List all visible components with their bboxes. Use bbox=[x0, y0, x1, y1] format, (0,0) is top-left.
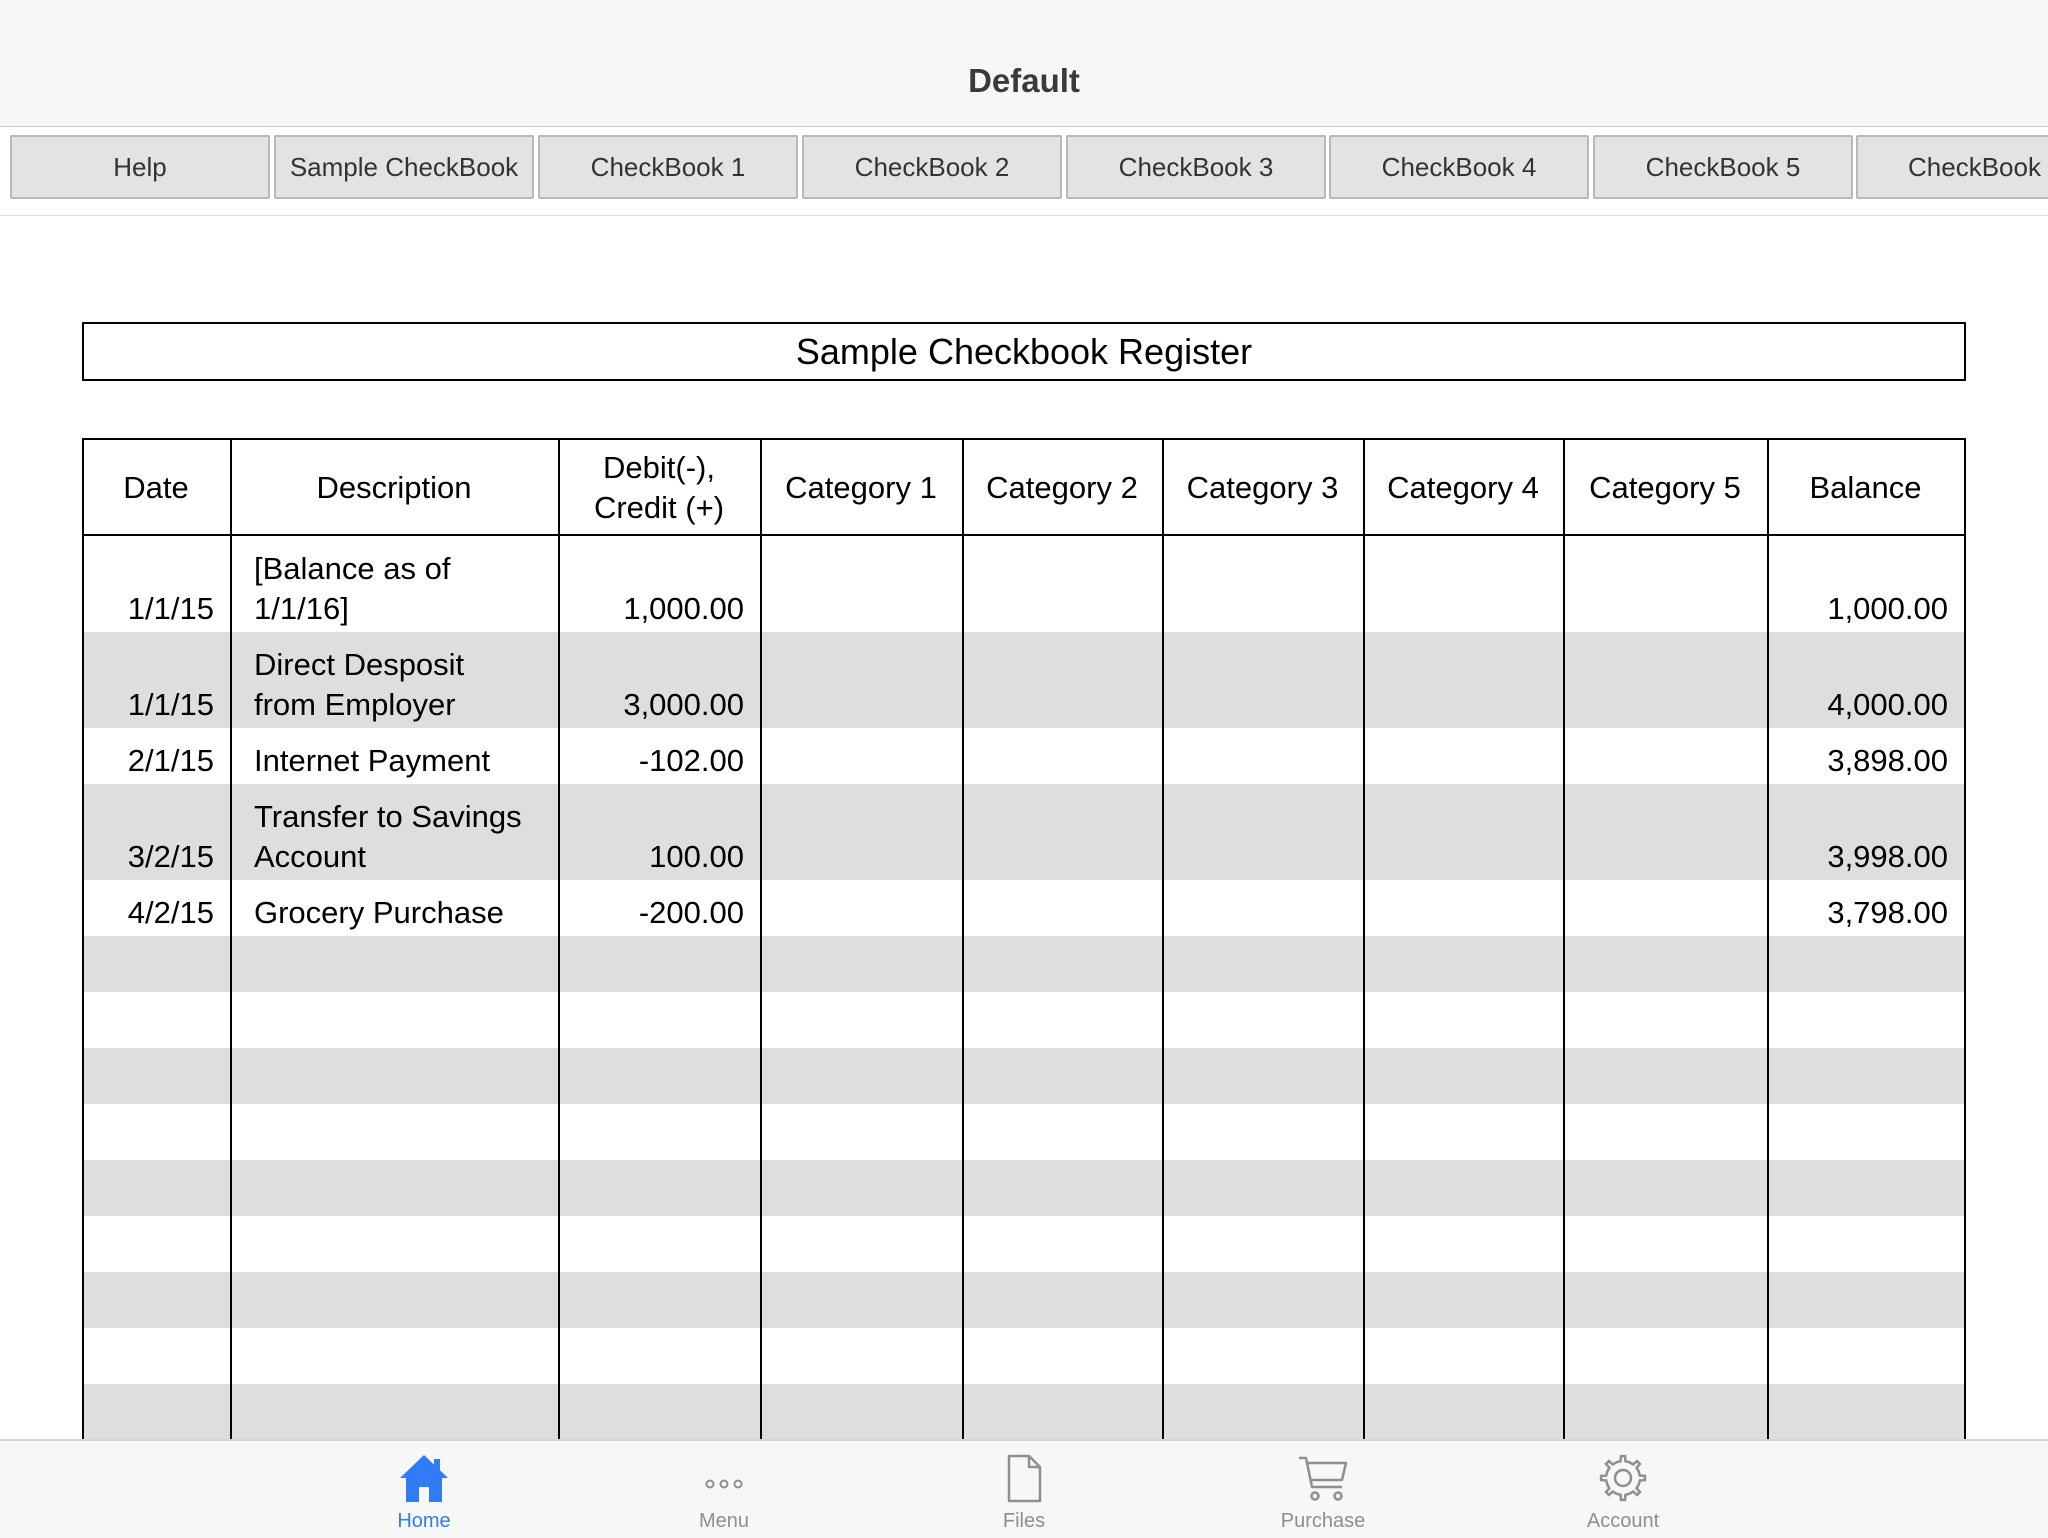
bottom-tab-label: Account bbox=[1586, 1510, 1660, 1532]
cell-date[interactable]: 2/1/15 bbox=[127, 743, 214, 778]
tab-checkbook-5[interactable]: CheckBook 5 bbox=[1593, 135, 1853, 199]
bottom-tab-label: Purchase bbox=[1280, 1510, 1366, 1532]
bottom-tab-files[interactable] bbox=[924, 1441, 1124, 1538]
bottom-tab-purchase[interactable] bbox=[1223, 1441, 1423, 1538]
register-title[interactable]: Sample Checkbook Register bbox=[82, 322, 1966, 381]
cell-amount[interactable]: -102.00 bbox=[638, 743, 744, 778]
row-band bbox=[82, 1384, 1966, 1440]
cell-balance[interactable]: 3,798.00 bbox=[1827, 895, 1948, 930]
cell-description[interactable]: Grocery Purchase bbox=[254, 895, 504, 930]
more-icon bbox=[697, 1451, 751, 1505]
bottom-tab-account[interactable] bbox=[1523, 1441, 1723, 1538]
bottom-tab-menu[interactable] bbox=[624, 1441, 824, 1538]
bottom-tab-label: Home bbox=[397, 1510, 451, 1532]
tab-checkbook-1[interactable]: CheckBook 1 bbox=[538, 135, 798, 199]
cell-date[interactable]: 1/1/15 bbox=[127, 591, 214, 626]
cell-balance[interactable]: 3,898.00 bbox=[1827, 743, 1948, 778]
navigation-bar bbox=[0, 0, 2048, 127]
file-icon bbox=[997, 1451, 1051, 1505]
column-divider bbox=[760, 440, 762, 1440]
row-band bbox=[82, 1272, 1966, 1328]
tab-checkbook-4[interactable]: CheckBook 4 bbox=[1329, 135, 1589, 199]
sheet-tab-strip[interactable] bbox=[0, 127, 2048, 216]
bottom-tab-bar bbox=[0, 1439, 2048, 1538]
cell-description[interactable]: Transfer to Savings Account bbox=[254, 799, 522, 874]
cell-amount[interactable]: 3,000.00 bbox=[623, 687, 744, 722]
row-band bbox=[82, 936, 1966, 992]
document-title: Default bbox=[968, 62, 1080, 99]
column-divider bbox=[1964, 440, 1966, 1440]
header-date[interactable]: Date bbox=[123, 470, 189, 505]
cell-description[interactable]: [Balance as of 1/1/16] bbox=[254, 551, 451, 626]
bottom-tab-label: Files bbox=[1002, 1510, 1046, 1532]
cell-date[interactable]: 3/2/15 bbox=[127, 839, 214, 874]
cell-amount[interactable]: 1,000.00 bbox=[623, 591, 744, 626]
header-category-4[interactable]: Category 4 bbox=[1387, 470, 1539, 505]
header-balance[interactable]: Balance bbox=[1809, 470, 1922, 505]
column-divider bbox=[1162, 440, 1164, 1440]
cell-description[interactable]: Direct Desposit from Employer bbox=[254, 647, 465, 722]
tab-checkbook-3[interactable]: CheckBook 3 bbox=[1066, 135, 1326, 199]
header-description[interactable]: Description bbox=[316, 470, 472, 505]
row-band bbox=[82, 1160, 1966, 1216]
cell-date[interactable]: 1/1/15 bbox=[127, 687, 214, 722]
cell-amount[interactable]: 100.00 bbox=[649, 839, 744, 874]
cart-icon bbox=[1296, 1451, 1350, 1505]
tab-sample-checkbook[interactable]: Sample CheckBook bbox=[274, 135, 534, 199]
cell-amount[interactable]: -200.00 bbox=[638, 895, 744, 930]
bottom-tab-label: Menu bbox=[698, 1510, 750, 1532]
tab-checkbook-6[interactable]: CheckBook bbox=[1856, 135, 2048, 199]
tab-checkbook-2[interactable]: CheckBook 2 bbox=[802, 135, 1062, 199]
cell-date[interactable]: 4/2/15 bbox=[127, 895, 214, 930]
header-category-5[interactable]: Category 5 bbox=[1589, 470, 1741, 505]
bottom-tab-home[interactable] bbox=[324, 1441, 524, 1538]
column-divider bbox=[1563, 440, 1565, 1440]
column-divider bbox=[962, 440, 964, 1440]
header-debit-credit[interactable]: Debit(-), Credit (+) bbox=[593, 450, 725, 525]
header-category-1[interactable]: Category 1 bbox=[785, 470, 937, 505]
home-icon bbox=[397, 1451, 451, 1505]
gear-icon bbox=[1596, 1451, 1650, 1505]
cell-description[interactable]: Internet Payment bbox=[254, 743, 491, 778]
header-category-3[interactable]: Category 3 bbox=[1186, 470, 1339, 505]
header-category-2[interactable]: Category 2 bbox=[986, 470, 1138, 505]
cell-balance[interactable]: 3,998.00 bbox=[1827, 839, 1948, 874]
column-divider bbox=[1363, 440, 1365, 1440]
tab-help[interactable]: Help bbox=[10, 135, 270, 199]
register-table[interactable] bbox=[82, 438, 1966, 1440]
row-band bbox=[82, 1048, 1966, 1104]
cell-balance[interactable]: 4,000.00 bbox=[1827, 687, 1948, 722]
cell-balance[interactable]: 1,000.00 bbox=[1827, 591, 1948, 626]
